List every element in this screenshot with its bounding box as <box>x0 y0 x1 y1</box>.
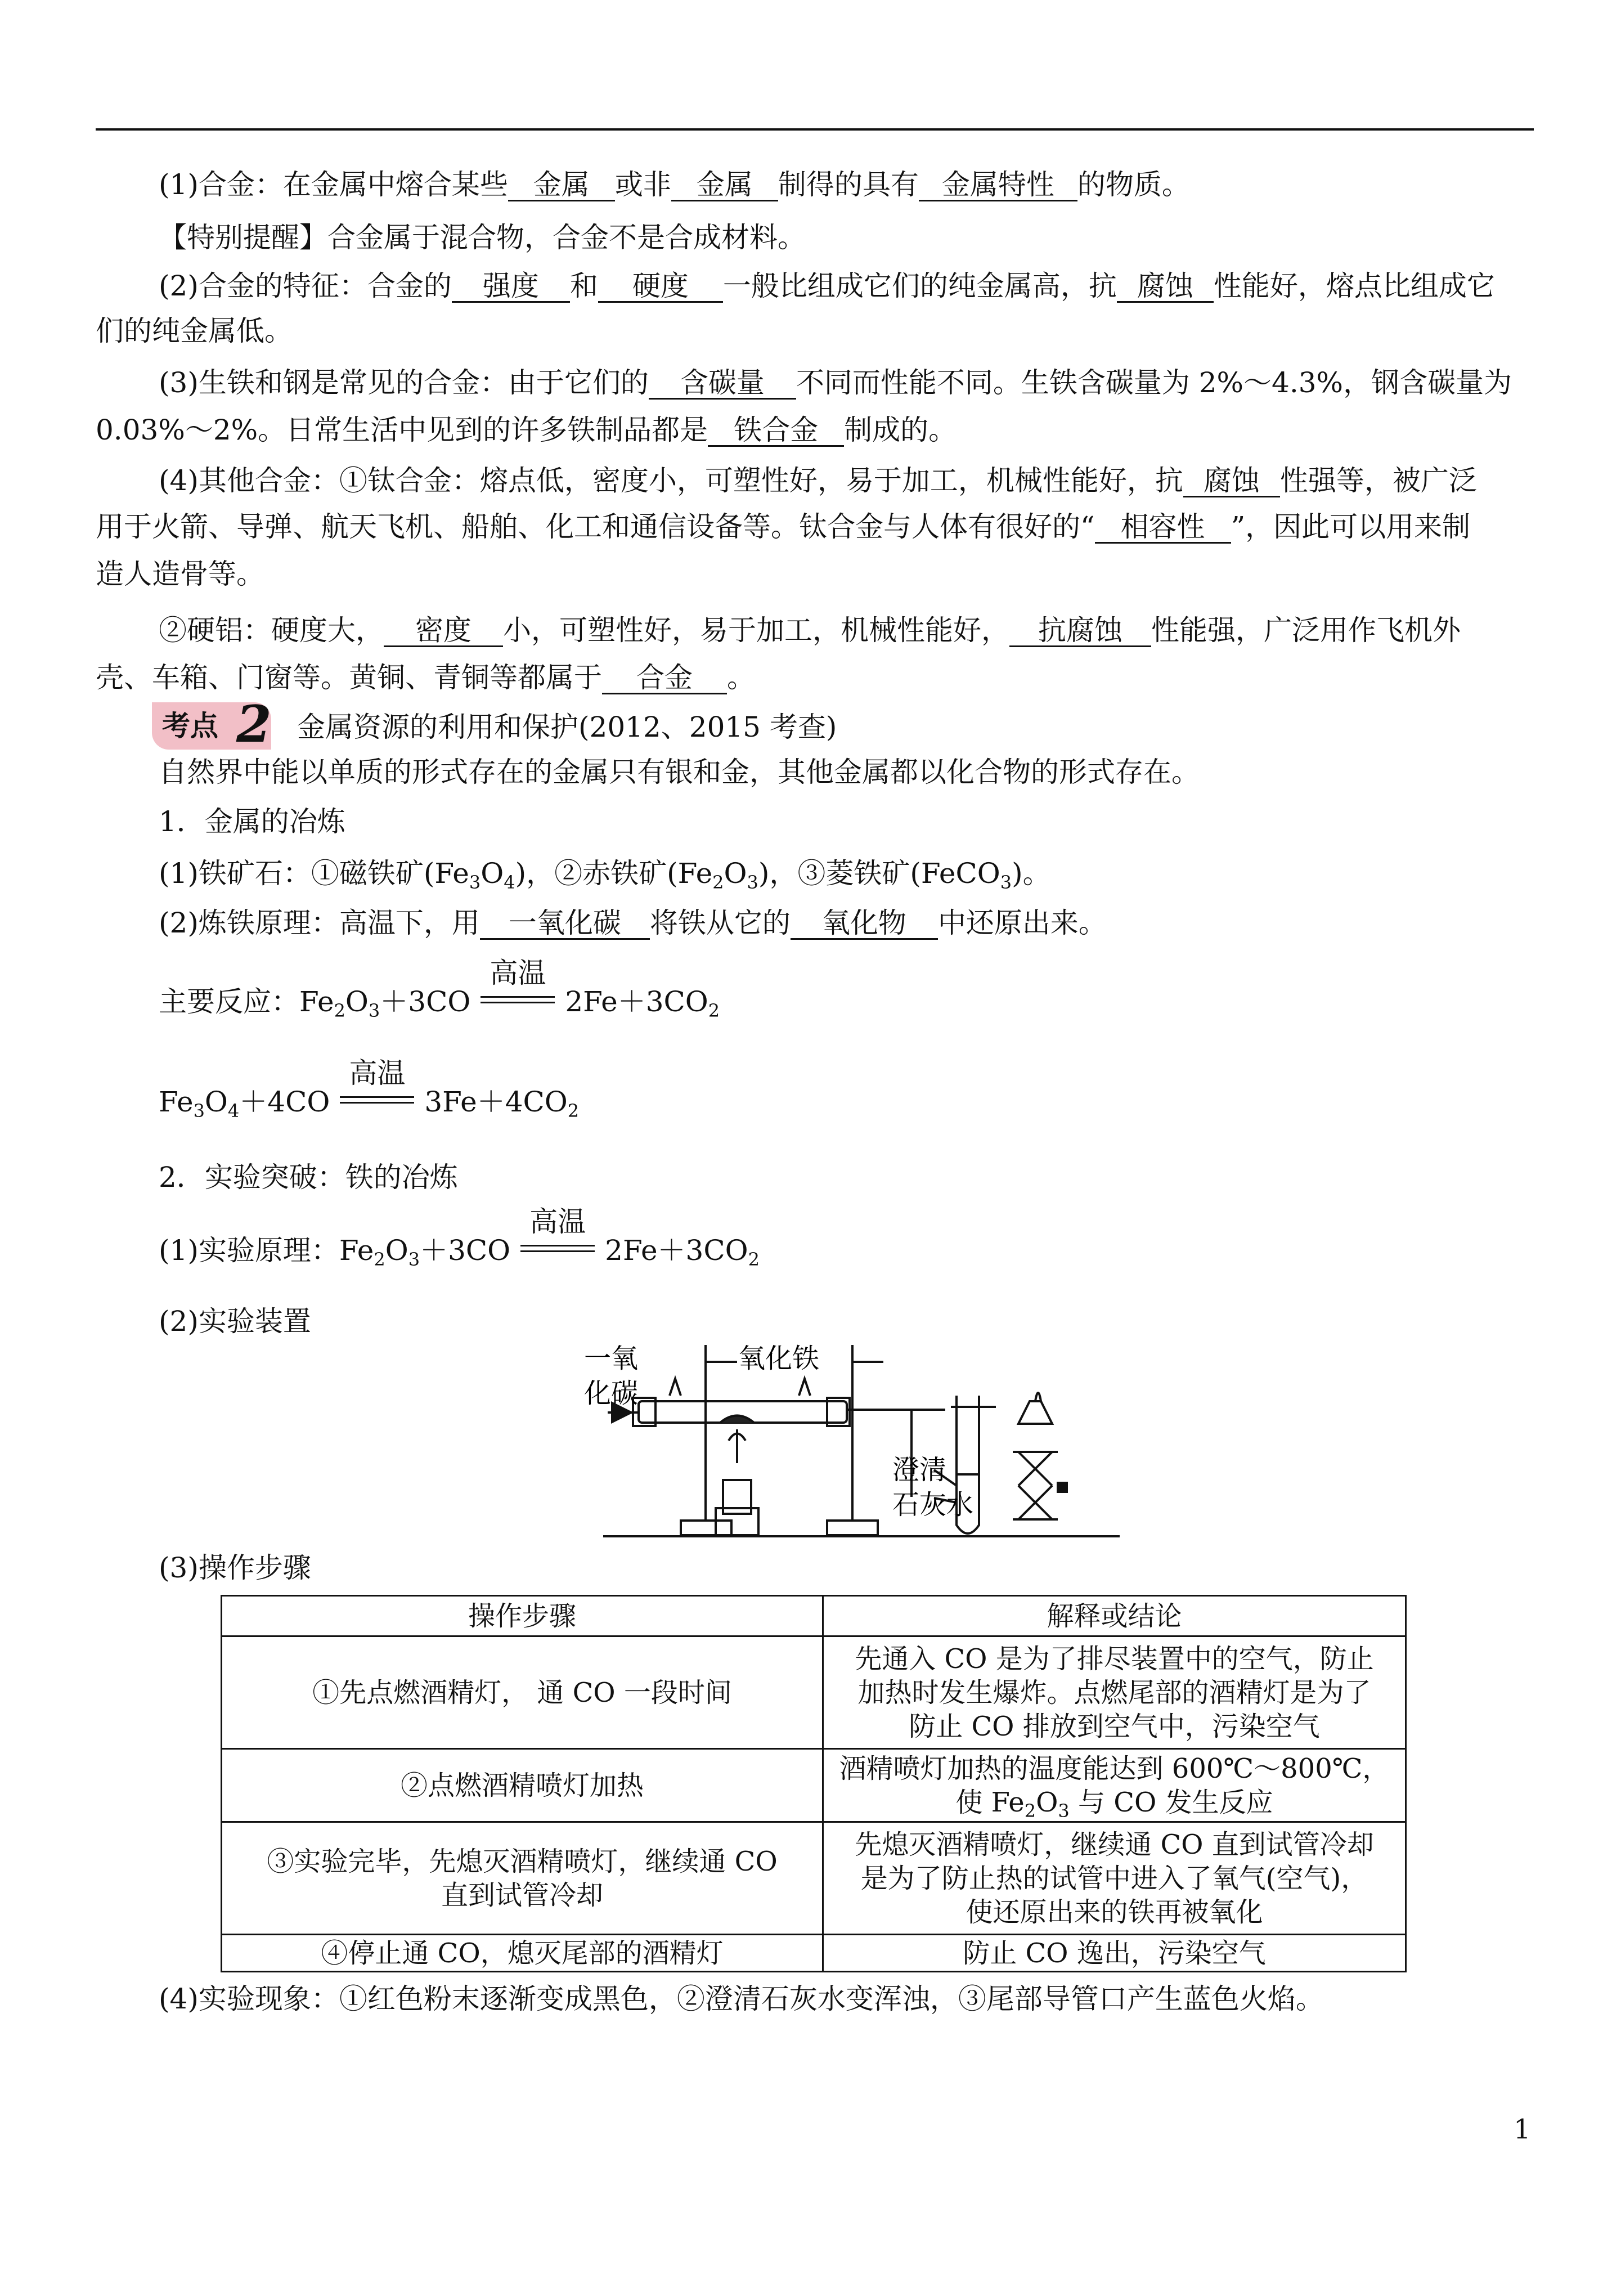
answer-blank: 金属 <box>508 169 615 201</box>
table-cell-explanation: 先熄灭酒精喷灯，继续通 CO 直到试管冷却 是为了防止热的试管中进入了氧气(空气)， 使还原出来的铁再被氧化 <box>823 1822 1406 1935</box>
answer-blank: 含碳量 <box>649 367 796 400</box>
pig-iron-steel-line-2: 0.03%～2%。日常生活中见到的许多铁制品都是 铁合金 制成的。 <box>96 414 957 446</box>
page-number: 1 <box>1514 2114 1531 2145</box>
label-lime-water-line2: 石灰水 <box>892 1489 974 1521</box>
label-co-line2: 化碳 <box>584 1378 639 1409</box>
high-temp-sign: 高温 <box>518 1232 597 1268</box>
answer-blank: 氧化物 <box>791 908 938 940</box>
answer-blank: 强度 <box>452 271 570 303</box>
alloy-feature-line-2: 们的纯金属低。 <box>96 315 293 347</box>
reaction-1: 主要反应：$Fe_2O_3+3CO$ 高温 $2Fe+3CO_2$ <box>159 957 720 1021</box>
table-cell-step: ②点燃酒精喷灯加热 <box>222 1749 823 1822</box>
answer-blank: 腐蚀 <box>1117 271 1214 303</box>
table-cell-step: ③实验完毕，先熄灭酒精喷灯，继续通 CO 直到试管冷却 <box>222 1822 823 1935</box>
heading-smelting: 1．金属的冶炼 <box>159 805 345 838</box>
steps-heading: (3)操作步骤 <box>159 1551 311 1584</box>
section-badge: 考点 2 <box>152 702 271 750</box>
label-iron-oxide: 氧化铁 <box>738 1343 820 1374</box>
table-cell-step: ①先点燃酒精灯， 通 CO 一段时间 <box>222 1636 823 1749</box>
answer-blank: 一氧化碳 <box>480 908 650 940</box>
apparatus-heading: (2)实验装置 <box>159 1305 311 1338</box>
titanium-alloy-line: (4)其他合金：①钛合金：熔点低，密度小，可塑性好，易于加工，机械性能好，抗 腐蚀 性强等，被广泛 <box>159 464 1477 497</box>
answer-blank: 金属特性 <box>919 169 1077 201</box>
experiment-phenomenon: (4)实验现象：①红色粉末逐渐变成黑色，②澄清石灰水变浑浊，③尾部导管口产生蓝色火焰。 <box>159 1983 1324 2015</box>
high-temp-sign: 高温 <box>478 984 557 1020</box>
table-header: 解释或结论 <box>823 1596 1406 1636</box>
label-lime-water-line1: 澄清 <box>892 1454 947 1486</box>
pig-iron-steel-line: (3)生铁和钢是常见的合金：由于它们的 含碳量 不同而性能不同。生铁含碳量为 2%～4.3%，钢含碳量为 <box>159 366 1512 399</box>
experiment-principle: (1)实验原理：$Fe_2O_3+3CO$ 高温 $2Fe+3CO_2$ <box>159 1205 760 1270</box>
table-header: 操作步骤 <box>222 1596 823 1636</box>
smelting-principle-line: (2)炼铁原理：高温下，用 一氧化碳 将铁从它的 氧化物 中还原出来。 <box>159 907 1107 939</box>
table-cell-explanation: 酒精喷灯加热的温度能达到 600℃～800℃， 使 $Fe_2O_3$ 与 CO 发生反应 <box>823 1749 1406 1822</box>
answer-blank: 硬度 <box>598 271 723 303</box>
titanium-alloy-line-3: 造人造骨等。 <box>96 558 264 590</box>
high-temp-sign: 高温 <box>338 1084 416 1120</box>
duralumin-line: ②硬铝：硬度大， 密度 小，可塑性好，易于加工，机械性能好， 抗腐蚀 性能强，广泛用作飞机外 <box>159 614 1461 647</box>
alloy-definition-line: (1)合金：在金属中熔合某些 金属 或非 金属 制得的具有 金属特性 的物质。 <box>159 168 1190 201</box>
iron-smelting-apparatus-diagram <box>563 1339 1125 1553</box>
operation-steps-table <box>221 1595 1407 1972</box>
answer-blank: 抗腐蚀 <box>1009 615 1151 647</box>
table-cell-explanation: 先通入 CO 是为了排尽装置中的空气，防止 加热时发生爆炸。点燃尾部的酒精灯是为了 防止 CO 排放到空气中，污染空气 <box>823 1636 1406 1749</box>
answer-blank: 腐蚀 <box>1183 465 1280 497</box>
heading-experiment: 2．实验突破：铁的冶炼 <box>159 1161 458 1194</box>
table-cell-step: ④停止通 CO，熄灭尾部的酒精灯 <box>222 1935 823 1972</box>
alloy-feature-line: (2)合金的特征：合金的 强度 和 硬度 一般比组成它们的纯金属高，抗 腐蚀 性能好，熔点比组成它 <box>159 270 1495 302</box>
reaction-2: $Fe_3O_4+4CO$ 高温 $3Fe+4CO_2$ <box>159 1057 580 1122</box>
section-title: 金属资源的利用和保护(2012、2015 考查) <box>297 711 837 743</box>
answer-blank: 铁合金 <box>708 415 844 447</box>
answer-blank: 合金 <box>602 662 727 694</box>
titanium-alloy-line-2: 用于火箭、导弹、航天飞机、船舶、化工和通信设备等。钛合金与人体有很好的“ 相容性 ”，因此可以用来制 <box>96 510 1471 543</box>
answer-blank: 相容性 <box>1095 512 1231 544</box>
label-co-line1: 一氧 <box>584 1343 639 1374</box>
section-intro: 自然界中能以单质的形式存在的金属只有银和金，其他金属都以化合物的形式存在。 <box>159 756 1200 788</box>
iron-ore-line: (1)铁矿石：①磁铁矿$(Fe_3O_4)$，②赤铁矿$(Fe_2O_3)$，③菱铁矿(FeCO$_3$)。 <box>159 857 1051 893</box>
answer-blank: 密度 <box>384 615 503 647</box>
special-reminder: 【特别提醒】合金属于混合物，合金不是合成材料。 <box>159 221 806 254</box>
table-cell-explanation: 防止 CO 逸出，污染空气 <box>823 1935 1406 1972</box>
answer-blank: 金属 <box>671 169 778 201</box>
duralumin-line-2: 壳、车箱、门窗等。黄铜、青铜等都属于 合金 。 <box>96 661 755 694</box>
top-rule <box>96 128 1534 131</box>
